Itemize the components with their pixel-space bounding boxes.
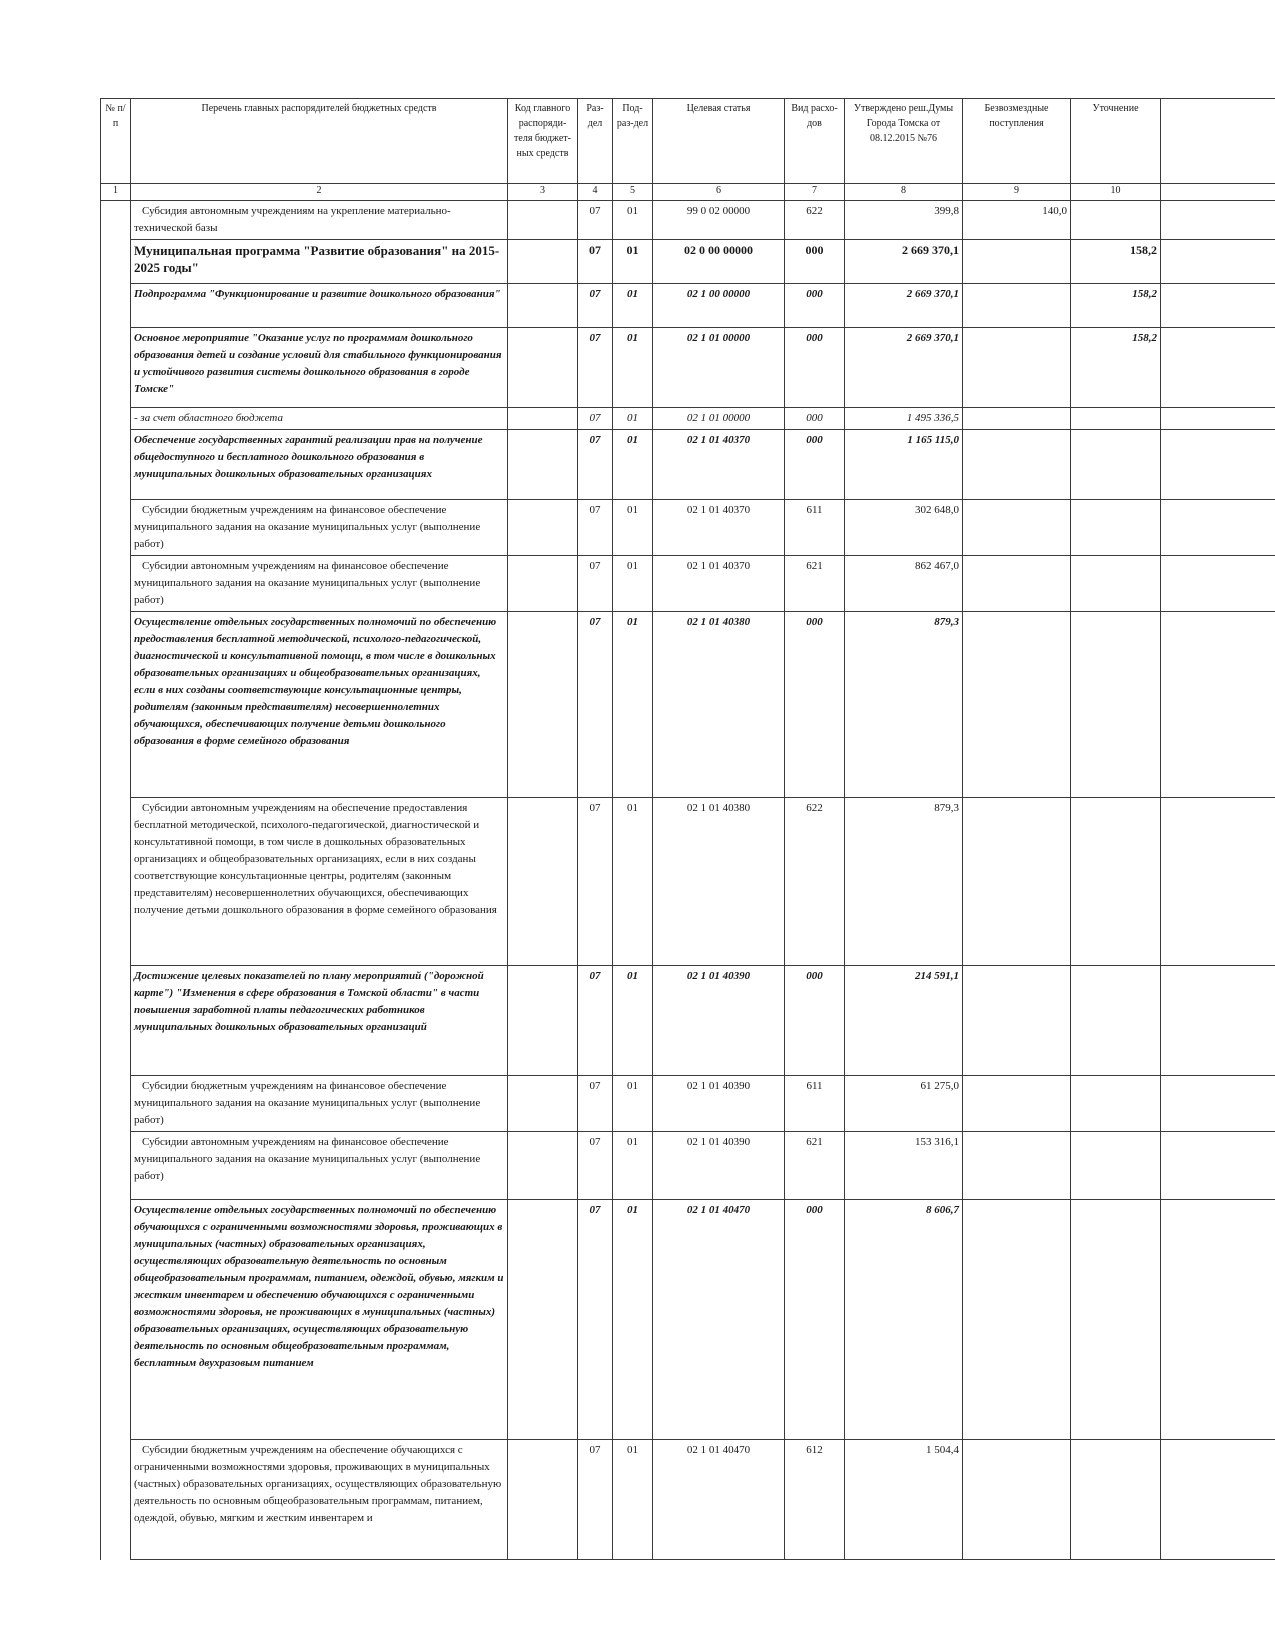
- row-target: 02 1 01 40370: [653, 430, 785, 500]
- column-number-extra: [1161, 184, 1275, 201]
- row-extra: [1161, 966, 1275, 1076]
- row-podrazdel: 01: [613, 1200, 653, 1440]
- row-target: 02 1 01 40390: [653, 966, 785, 1076]
- row-razdel: 07: [578, 798, 613, 966]
- row-target: 02 1 01 40380: [653, 798, 785, 966]
- row-target: 02 1 01 00000: [653, 328, 785, 408]
- column-number: 8: [845, 184, 963, 201]
- row-extra: [1161, 408, 1275, 430]
- row-extra: [1161, 556, 1275, 612]
- table-row: [101, 556, 1275, 612]
- row-free: [963, 1200, 1071, 1440]
- row-name: Субсидии бюджетным учреждениям на финансовое обеспечение муниципального задания на оказание муниципальных услуг (выполнение работ): [131, 1076, 508, 1132]
- row-code: [508, 1200, 578, 1440]
- table-row: [101, 612, 1275, 798]
- row-razdel: 07: [578, 612, 613, 798]
- row-refine: [1071, 1076, 1161, 1132]
- table-row: [101, 430, 1275, 500]
- row-name: Субсидии автономным учреждениям на финансовое обеспечение муниципального задания на оказание муниципальных услуг (выполнение работ): [131, 1132, 508, 1200]
- row-refine: 158,2: [1071, 328, 1161, 408]
- row-extra: [1161, 798, 1275, 966]
- row-razdel: 07: [578, 1440, 613, 1560]
- row-razdel: 07: [578, 1076, 613, 1132]
- row-approved: 879,3: [845, 612, 963, 798]
- header-podrazdel: Под-раз-дел: [613, 99, 653, 184]
- row-vid: 621: [785, 1132, 845, 1200]
- table-row: [101, 201, 1275, 240]
- row-extra: [1161, 240, 1275, 284]
- row-refine: [1071, 500, 1161, 556]
- column-number: 9: [963, 184, 1071, 201]
- table-row: [101, 500, 1275, 556]
- row-refine: [1071, 1440, 1161, 1560]
- row-podrazdel: 01: [613, 1132, 653, 1200]
- row-razdel: 07: [578, 284, 613, 328]
- row-extra: [1161, 612, 1275, 798]
- header-row: [101, 99, 1275, 184]
- row-podrazdel: 01: [613, 408, 653, 430]
- row-refine: [1071, 1132, 1161, 1200]
- row-name: Подпрограмма "Функционирование и развитие дошкольного образования": [131, 284, 508, 328]
- row-refine: [1071, 201, 1161, 240]
- row-name: - за счет областного бюджета: [131, 408, 508, 430]
- row-code: [508, 408, 578, 430]
- table-row: [101, 1440, 1275, 1560]
- row-vid: 000: [785, 430, 845, 500]
- row-podrazdel: 01: [613, 556, 653, 612]
- row-target: 02 0 00 00000: [653, 240, 785, 284]
- row-podrazdel: 01: [613, 798, 653, 966]
- row-extra: [1161, 284, 1275, 328]
- row-refine: [1071, 430, 1161, 500]
- row-razdel: 07: [578, 430, 613, 500]
- row-code: [508, 798, 578, 966]
- row-approved: 1 165 115,0: [845, 430, 963, 500]
- row-vid: 000: [785, 612, 845, 798]
- row-refine: [1071, 966, 1161, 1076]
- column-number: 7: [785, 184, 845, 201]
- row-approved: 153 316,1: [845, 1132, 963, 1200]
- row-approved: 302 648,0: [845, 500, 963, 556]
- row-approved: 61 275,0: [845, 1076, 963, 1132]
- row-code: [508, 284, 578, 328]
- row-refine: [1071, 612, 1161, 798]
- row-approved: 2 669 370,1: [845, 284, 963, 328]
- row-code: [508, 966, 578, 1076]
- row-target: 02 1 01 40470: [653, 1440, 785, 1560]
- row-vid: 622: [785, 798, 845, 966]
- header-num: № п/п: [101, 99, 131, 184]
- row-podrazdel: 01: [613, 966, 653, 1076]
- table-row: [101, 284, 1275, 328]
- row-approved: 1 504,4: [845, 1440, 963, 1560]
- header-vid: Вид расхо-дов: [785, 99, 845, 184]
- row-name: Достижение целевых показателей по плану мероприятий ("дорожной карте") "Изменения в сфере образования в Томской области" в части повышения заработной платы педагогических работников муниципальных дошкольных образовательных организаций: [131, 966, 508, 1076]
- column-number: 1: [101, 184, 131, 201]
- row-code: [508, 201, 578, 240]
- row-name: Субсидии бюджетным учреждениям на обеспечение обучающихся с ограниченными возможностями здоровья, проживающих в муниципальных (частных) образовательных организациях, осуществляющих образовательную деятельность по основным общеобразовательным программам, питанием, одеждой, обувью, мягким и жестким инвентарем и: [131, 1440, 508, 1560]
- row-extra: [1161, 1132, 1275, 1200]
- row-podrazdel: 01: [613, 430, 653, 500]
- column-number: 4: [578, 184, 613, 201]
- row-vid: 612: [785, 1440, 845, 1560]
- row-podrazdel: 01: [613, 1076, 653, 1132]
- row-target: 02 1 00 00000: [653, 284, 785, 328]
- row-extra: [1161, 430, 1275, 500]
- row-name: Субсидии автономным учреждениям на обеспечение предоставления бесплатной методической, психолого-педагогической, диагностической и консультативной помощи, в том числе в дошкольных образовательных организациях и общеобразовательных организациях, если в них созданы соответствующие консультационные центры, родителям (законным представителям) несовершеннолетних обучающихся, обеспечивающих получение детьми дошкольного образования в форме семейного образования: [131, 798, 508, 966]
- row-vid: 000: [785, 240, 845, 284]
- row-vid: 621: [785, 556, 845, 612]
- row-target: 02 1 01 40370: [653, 500, 785, 556]
- table-row: [101, 966, 1275, 1076]
- row-code: [508, 500, 578, 556]
- table-row: [101, 328, 1275, 408]
- row-razdel: 07: [578, 408, 613, 430]
- row-free: [963, 430, 1071, 500]
- row-podrazdel: 01: [613, 612, 653, 798]
- row-approved: 2 669 370,1: [845, 240, 963, 284]
- row-name: Осуществление отдельных государственных полномочий по обеспечению предоставления бесплатной методической, психолого-педагогической, диагностической и консультативной помощи, в том числе в дошкольных образовательных организациях и общеобразовательных организациях, если в них созданы соответствующие консультационные центры, родителям (законным представителям) несовершеннолетних обучающихся, обеспечивающих получение детьми дошкольного образования в форме семейного образования: [131, 612, 508, 798]
- row-code: [508, 328, 578, 408]
- row-extra: [1161, 1076, 1275, 1132]
- row-razdel: 07: [578, 201, 613, 240]
- row-target: 02 1 01 40470: [653, 1200, 785, 1440]
- row-free: [963, 240, 1071, 284]
- column-number: 6: [653, 184, 785, 201]
- row-name: Муниципальная программа "Развитие образования" на 2015-2025 годы": [131, 240, 508, 284]
- row-target: 02 1 01 40380: [653, 612, 785, 798]
- row-approved: 214 591,1: [845, 966, 963, 1076]
- row-name: Субсидии автономным учреждениям на финансовое обеспечение муниципального задания на оказание муниципальных услуг (выполнение работ): [131, 556, 508, 612]
- row-refine: 158,2: [1071, 284, 1161, 328]
- row-free: [963, 284, 1071, 328]
- header-razdel: Раз-дел: [578, 99, 613, 184]
- row-code: [508, 1076, 578, 1132]
- row-refine: [1071, 408, 1161, 430]
- row-approved: 2 669 370,1: [845, 328, 963, 408]
- row-target: 99 0 02 00000: [653, 201, 785, 240]
- row-razdel: 07: [578, 556, 613, 612]
- row-free: [963, 556, 1071, 612]
- row-extra: [1161, 328, 1275, 408]
- row-approved: 1 495 336,5: [845, 408, 963, 430]
- row-free: 140,0: [963, 201, 1071, 240]
- table-row: [101, 240, 1275, 284]
- row-free: [963, 408, 1071, 430]
- row-free: [963, 500, 1071, 556]
- row-podrazdel: 01: [613, 201, 653, 240]
- table-row: [101, 1132, 1275, 1200]
- row-vid: 000: [785, 328, 845, 408]
- row-podrazdel: 01: [613, 500, 653, 556]
- row-vid: 611: [785, 1076, 845, 1132]
- row-podrazdel: 01: [613, 328, 653, 408]
- row-refine: [1071, 1200, 1161, 1440]
- row-podrazdel: 01: [613, 1440, 653, 1560]
- row-razdel: 07: [578, 1200, 613, 1440]
- table-row: [101, 1200, 1275, 1440]
- row-approved: 879,3: [845, 798, 963, 966]
- header-code: Код главного распоряди-теля бюджет-ных средств: [508, 99, 578, 184]
- row-extra: [1161, 201, 1275, 240]
- row-free: [963, 1076, 1071, 1132]
- row-name: Субсидия автономным учреждениям на укрепление материально-технической базы: [131, 201, 508, 240]
- row-approved: 8 606,7: [845, 1200, 963, 1440]
- row-extra: [1161, 1440, 1275, 1560]
- row-free: [963, 1132, 1071, 1200]
- row-code: [508, 612, 578, 798]
- row-code: [508, 430, 578, 500]
- row-vid: 000: [785, 408, 845, 430]
- header-refine: Уточнение: [1071, 99, 1161, 184]
- column-number-row: [101, 184, 1275, 201]
- header-extra: [1161, 99, 1275, 184]
- row-target: 02 1 01 40390: [653, 1132, 785, 1200]
- row-vid: 622: [785, 201, 845, 240]
- row-razdel: 07: [578, 500, 613, 556]
- row-free: [963, 328, 1071, 408]
- row-refine: 158,2: [1071, 240, 1161, 284]
- row-code: [508, 1440, 578, 1560]
- row-approved: 399,8: [845, 201, 963, 240]
- row-approved: 862 467,0: [845, 556, 963, 612]
- row-vid: 000: [785, 966, 845, 1076]
- header-approved: Утверждено реш.Думы Города Томска от 08.12.2015 №76: [845, 99, 963, 184]
- column-number: 10: [1071, 184, 1161, 201]
- row-name: Основное мероприятие "Оказание услуг по программам дошкольного образования детей и создание условий для стабильного функционирования и устойчивого развития системы дошкольного образования в городе Томске": [131, 328, 508, 408]
- row-free: [963, 798, 1071, 966]
- row-podrazdel: 01: [613, 284, 653, 328]
- row-refine: [1071, 798, 1161, 966]
- row-code: [508, 1132, 578, 1200]
- row-free: [963, 1440, 1071, 1560]
- header-target: Целевая статья: [653, 99, 785, 184]
- row-vid: 000: [785, 1200, 845, 1440]
- row-code: [508, 240, 578, 284]
- row-razdel: 07: [578, 328, 613, 408]
- row-extra: [1161, 500, 1275, 556]
- row-code: [508, 556, 578, 612]
- row-name: Обеспечение государственных гарантий реализации прав на получение общедоступного и бесплатного дошкольного образования в муниципальных дошкольных образовательных организациях: [131, 430, 508, 500]
- row-number-column: [101, 201, 131, 1560]
- row-name: Субсидии бюджетным учреждениям на финансовое обеспечение муниципального задания на оказание муниципальных услуг (выполнение работ): [131, 500, 508, 556]
- row-target: 02 1 01 40390: [653, 1076, 785, 1132]
- row-extra: [1161, 1200, 1275, 1440]
- row-razdel: 07: [578, 240, 613, 284]
- row-vid: 611: [785, 500, 845, 556]
- header-name: Перечень главных распорядителей бюджетных средств: [131, 99, 508, 184]
- row-target: 02 1 01 00000: [653, 408, 785, 430]
- column-number: 2: [131, 184, 508, 201]
- budget-table: [100, 98, 1275, 1560]
- row-refine: [1071, 556, 1161, 612]
- header-free: Безвозмездные поступления: [963, 99, 1071, 184]
- table-row: [101, 1076, 1275, 1132]
- row-podrazdel: 01: [613, 240, 653, 284]
- row-razdel: 07: [578, 966, 613, 1076]
- row-razdel: 07: [578, 1132, 613, 1200]
- row-free: [963, 612, 1071, 798]
- table-row: [101, 798, 1275, 966]
- column-number: 3: [508, 184, 578, 201]
- column-number: 5: [613, 184, 653, 201]
- row-vid: 000: [785, 284, 845, 328]
- table-row: [101, 408, 1275, 430]
- row-free: [963, 966, 1071, 1076]
- row-target: 02 1 01 40370: [653, 556, 785, 612]
- row-name: Осуществление отдельных государственных полномочий по обеспечению обучающихся с ограниченными возможностями здоровья, проживающих в муниципальных (частных) образовательных организациях, осуществляющих образовательную деятельность по основным общеобразовательным программам, питанием, одеждой, обувью, мягким и жестким инвентарем и обеспечению обучающихся с ограниченными возможностями здоровья, не проживающих в муниципальных (частных) образовательных организациях, осуществляющих образовательную деятельность по основным общеобразовательным программам, бесплатным двухразовым питанием: [131, 1200, 508, 1440]
